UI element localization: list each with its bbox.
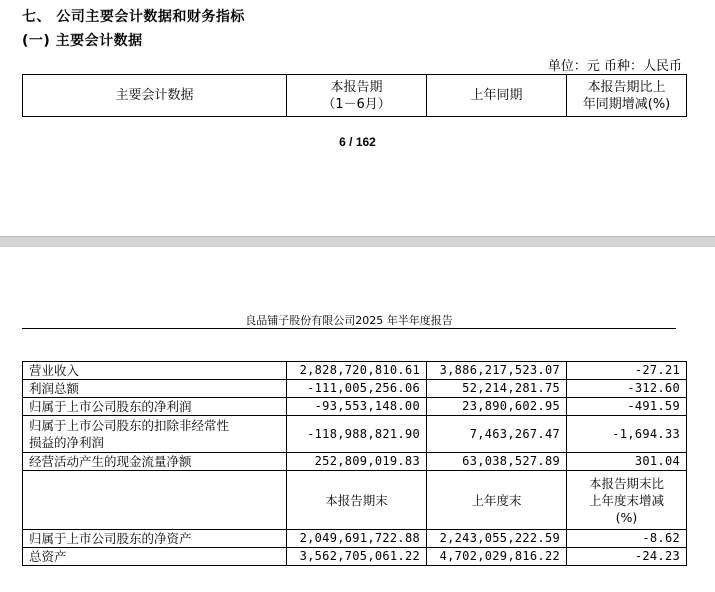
table-row — [23, 416, 687, 453]
row-current: 2,828,720,810.61 — [287, 362, 427, 380]
row-label: 归属于上市公司股东的净资产 — [23, 530, 287, 548]
row-current: -93,553,148.00 — [287, 398, 427, 416]
header-table — [22, 74, 687, 117]
row-current: 2,049,691,722.88 — [287, 530, 427, 548]
subheader-previous: 上年度末 — [427, 471, 567, 530]
row-current: 3,562,705,061.22 — [287, 548, 427, 566]
table-row — [23, 380, 687, 398]
row-previous: 7,463,267.47 — [427, 416, 567, 453]
table-row — [23, 530, 687, 548]
header-col-previous: 上年同期 — [427, 75, 567, 117]
row-previous: 52,214,281.75 — [427, 380, 567, 398]
row-label: 经营活动产生的现金流量净额 — [23, 453, 287, 471]
subheader-current: 本报告期末 — [287, 471, 427, 530]
row-current: 252,809,019.83 — [287, 453, 427, 471]
document-header: 良品铺子股份有限公司2025 年半年度报告 — [245, 314, 453, 327]
row-previous: 2,243,055,222.59 — [427, 530, 567, 548]
row-label-line1: 归属于上市公司股东的扣除非经常性 — [29, 418, 230, 433]
subheader-change — [567, 471, 687, 530]
row-change: -8.62 — [567, 530, 687, 548]
subheader-blank — [23, 471, 287, 530]
row-label: 营业收入 — [23, 362, 287, 380]
table-row — [23, 398, 687, 416]
subsection-title: (一) 主要会计数据 — [22, 33, 143, 49]
document-header-rule — [22, 328, 676, 329]
row-previous: 3,886,217,523.07 — [427, 362, 567, 380]
accounting-data-table — [22, 361, 687, 566]
subheader-change-line1: 本报告期末比 — [588, 475, 664, 491]
header-col-change-line1: 本报告期比上 — [587, 79, 666, 95]
table-row — [23, 548, 687, 566]
header-col-change — [567, 75, 687, 117]
header-col-current — [287, 75, 427, 117]
table-row — [23, 362, 687, 380]
page-separator — [0, 236, 715, 247]
table-subheader-row — [23, 471, 687, 530]
row-change: -1,694.33 — [567, 416, 687, 453]
header-col-change-line2: 年同期增减(%) — [582, 96, 671, 112]
row-previous: 63,038,527.89 — [427, 453, 567, 471]
row-label: 总资产 — [23, 548, 287, 566]
row-current: -118,988,821.90 — [287, 416, 427, 453]
table-row — [23, 453, 687, 471]
header-col-label: 主要会计数据 — [23, 75, 287, 117]
row-change: -312.60 — [567, 380, 687, 398]
row-change: -24.23 — [567, 548, 687, 566]
unit-line: 单位：元 币种：人民币 — [547, 59, 682, 74]
row-change: -491.59 — [567, 398, 687, 416]
row-label: 归属于上市公司股东的净利润 — [23, 398, 287, 416]
header-col-current-line2: （1－6月） — [322, 96, 391, 112]
row-label: 利润总额 — [23, 380, 287, 398]
page-number: 6 / 162 — [339, 135, 376, 149]
row-previous: 4,702,029,816.22 — [427, 548, 567, 566]
row-label-line2: 损益的净利润 — [29, 435, 105, 450]
row-current: -111,005,256.06 — [287, 380, 427, 398]
header-col-current-line1: 本报告期 — [330, 79, 383, 95]
row-label — [23, 416, 287, 453]
subheader-change-line3: (%) — [615, 509, 638, 525]
row-change: -27.21 — [567, 362, 687, 380]
subheader-change-line2: 上年度末增减 — [588, 492, 664, 508]
section-title: 七、 公司主要会计数据和财务指标 — [22, 9, 245, 25]
row-change: 301.04 — [567, 453, 687, 471]
row-previous: 23,890,602.95 — [427, 398, 567, 416]
